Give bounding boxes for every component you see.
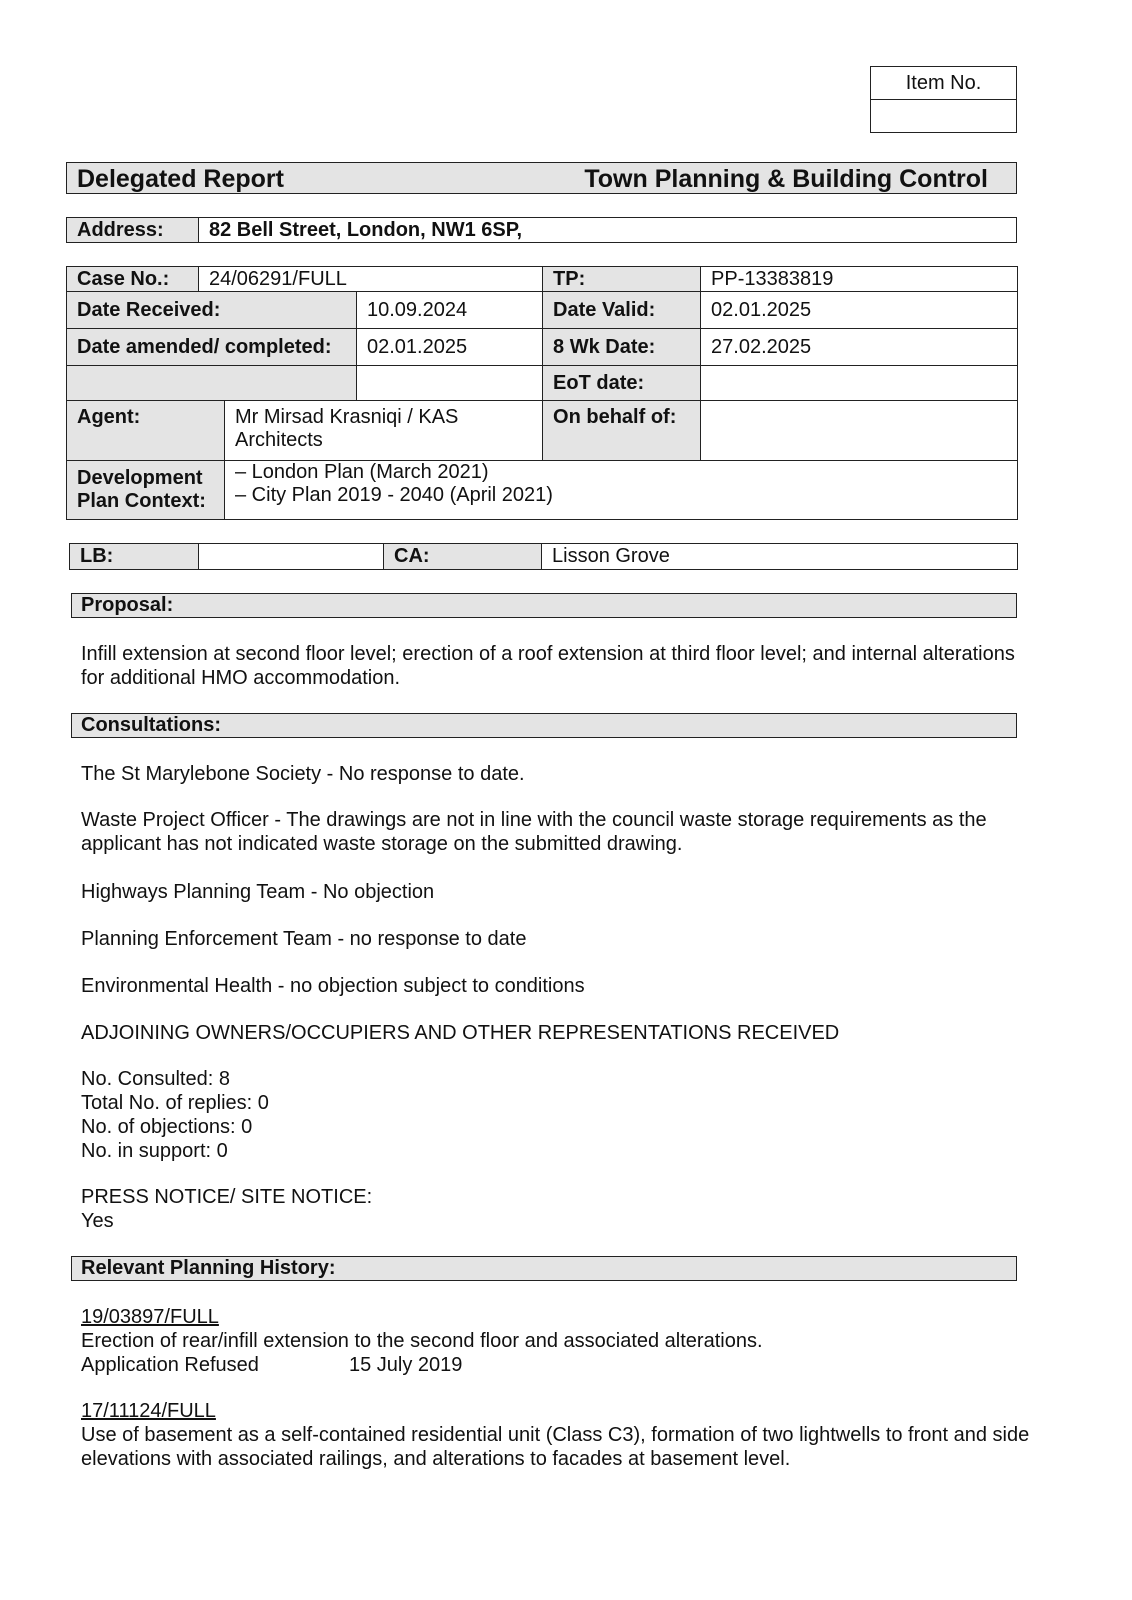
consultation-item: Waste Project Officer - The drawings are not in line with the council waste storage requirements as the applicant has not indicated waste storage on the submitted drawing. bbox=[81, 809, 987, 855]
consultation-item: Environmental Health - no objection subject to conditions bbox=[81, 975, 585, 997]
ca-label: CA: bbox=[384, 544, 542, 570]
date-valid-value: 02.01.2025 bbox=[701, 292, 1018, 329]
development-plan-label: Development Plan Context: bbox=[67, 461, 225, 520]
date-amended-label: Date amended/ completed: bbox=[67, 329, 357, 366]
history-entry bbox=[81, 1305, 763, 1377]
press-notice bbox=[81, 1185, 372, 1233]
consultations-heading: Consultations: bbox=[71, 713, 1017, 738]
eot-date-value bbox=[701, 366, 1018, 401]
lb-ca-table bbox=[69, 543, 1018, 570]
case-no-value: 24/06291/FULL bbox=[199, 267, 543, 292]
count-line: No. of objections: 0 bbox=[81, 1116, 253, 1138]
eight-week-date-label: 8 Wk Date: bbox=[543, 329, 701, 366]
lb-value bbox=[199, 544, 384, 570]
development-plan-value bbox=[225, 461, 1018, 520]
on-behalf-of-value bbox=[701, 401, 1018, 461]
tp-value: PP-13383819 bbox=[701, 267, 1018, 292]
proposal-text: Infill extension at second floor level; erection of a roof extension at third floor level; and internal alterations for additional HMO accommodation. bbox=[81, 643, 1015, 689]
address-label: Address: bbox=[67, 218, 199, 243]
count-line: No. in support: 0 bbox=[81, 1140, 228, 1162]
item-number-label: Item No. bbox=[871, 67, 1017, 100]
date-received-value: 10.09.2024 bbox=[357, 292, 543, 329]
proposal-heading: Proposal: bbox=[71, 593, 1017, 618]
consultation-item: ADJOINING OWNERS/OCCUPIERS AND OTHER REPRESENTATIONS RECEIVED bbox=[81, 1022, 840, 1044]
address-value: 82 Bell Street, London, NW1 6SP, bbox=[199, 218, 1017, 243]
item-number-box bbox=[870, 66, 1017, 133]
consultation-item: Highways Planning Team - No objection bbox=[81, 881, 435, 903]
agent-value: Mr Mirsad Krasniqi / KAS Architects bbox=[225, 401, 543, 461]
eot-date-label: EoT date: bbox=[543, 366, 701, 401]
blank-label-cell bbox=[67, 366, 357, 401]
development-plan-item: – London Plan (March 2021) bbox=[235, 461, 489, 483]
department-title: Town Planning & Building Control bbox=[584, 165, 988, 193]
count-line: Total No. of replies: 0 bbox=[81, 1092, 269, 1114]
blank-value-cell bbox=[357, 366, 543, 401]
on-behalf-of-label: On behalf of: bbox=[543, 401, 701, 461]
consultation-counts bbox=[81, 1067, 269, 1163]
history-decision: Application Refused bbox=[81, 1354, 259, 1376]
ca-value: Lisson Grove bbox=[542, 544, 1018, 570]
history-decision-row bbox=[81, 1353, 763, 1377]
date-amended-value: 02.01.2025 bbox=[357, 329, 543, 366]
history-entry bbox=[81, 1399, 1031, 1471]
date-received-label: Date Received: bbox=[67, 292, 357, 329]
press-notice-value: Yes bbox=[81, 1210, 114, 1232]
consultation-item: Planning Enforcement Team - no response to date bbox=[81, 928, 527, 950]
date-valid-label: Date Valid: bbox=[543, 292, 701, 329]
planning-history-heading: Relevant Planning History: bbox=[71, 1256, 1017, 1281]
case-no-label: Case No.: bbox=[67, 267, 199, 292]
agent-label: Agent: bbox=[67, 401, 225, 461]
consultation-item: The St Marylebone Society - No response to date. bbox=[81, 763, 525, 785]
report-title: Delegated Report bbox=[77, 165, 284, 193]
lb-label: LB: bbox=[70, 544, 199, 570]
case-details-table bbox=[66, 266, 1018, 520]
history-desc: Erection of rear/infill extension to the second floor and associated alterations. bbox=[81, 1330, 763, 1352]
history-ref: 17/11124/FULL bbox=[81, 1400, 216, 1422]
address-table bbox=[66, 217, 1017, 243]
item-number-value bbox=[871, 100, 1017, 133]
tp-label: TP: bbox=[543, 267, 701, 292]
eight-week-date-value: 27.02.2025 bbox=[701, 329, 1018, 366]
history-ref: 19/03897/FULL bbox=[81, 1306, 219, 1328]
history-desc: Use of basement as a self-contained residential unit (Class C3), formation of two lightwells to front and side elevations with associated railings, and alterations to facades at basement level. bbox=[81, 1424, 1030, 1470]
history-date: 15 July 2019 bbox=[349, 1354, 463, 1376]
report-header bbox=[66, 162, 1017, 194]
press-notice-label: PRESS NOTICE/ SITE NOTICE: bbox=[81, 1186, 373, 1208]
count-line: No. Consulted: 8 bbox=[81, 1068, 230, 1090]
development-plan-item: – City Plan 2019 - 2040 (April 2021) bbox=[235, 484, 553, 506]
